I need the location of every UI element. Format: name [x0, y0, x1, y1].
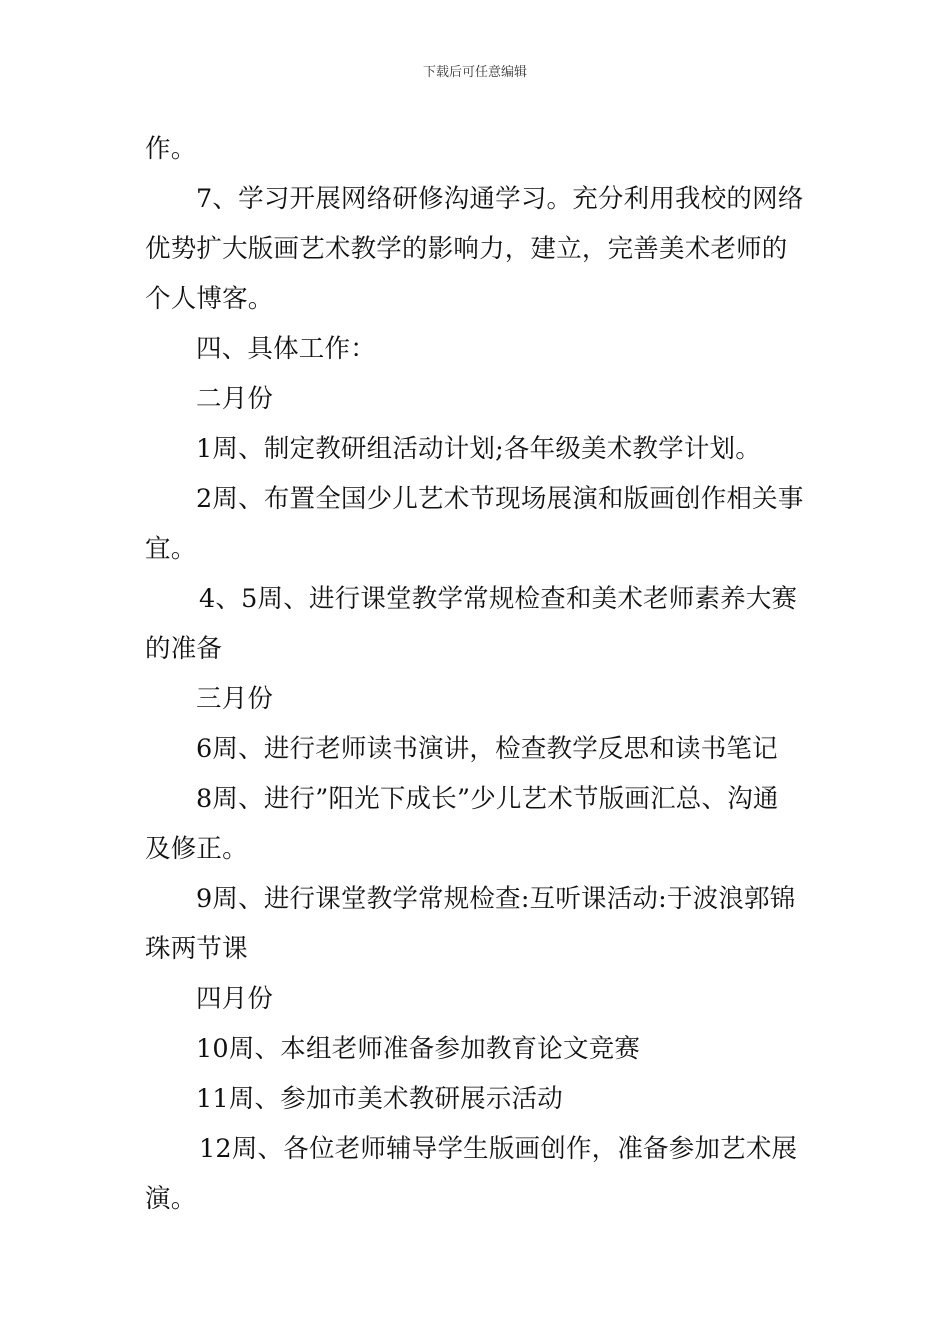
paragraph-line: 优势扩大版画艺术教学的影响力，建立，完善美术老师的	[145, 234, 788, 264]
schedule-item: 11周、参加市美术教研展示活动	[196, 1084, 563, 1114]
month-heading: 二月份	[196, 384, 274, 414]
schedule-item: 12周、各位老师辅导学生版画创作，准备参加艺术展	[199, 1134, 798, 1164]
paragraph-line: 7、学习开展网络研修沟通学习。充分利用我校的网络	[196, 184, 804, 214]
paragraph-line: 作。	[145, 134, 197, 164]
month-heading: 四月份	[196, 984, 274, 1014]
schedule-item: 10周、本组老师准备参加教育论文竞赛	[196, 1034, 641, 1064]
schedule-item-continuation: 演。	[145, 1184, 197, 1214]
schedule-item-continuation: 及修正。	[145, 834, 248, 864]
header-note: 下载后可任意编辑	[422, 65, 527, 80]
schedule-item: 6周、进行老师读书演讲，检查教学反思和读书笔记	[196, 734, 778, 764]
paragraph-line: 个人博客。	[145, 284, 274, 314]
section-heading: 四、具体工作：	[196, 334, 376, 364]
schedule-item-continuation: 的准备	[145, 634, 223, 664]
schedule-item: 4、5周、进行课堂教学常规检查和美术老师素养大赛	[199, 584, 798, 614]
schedule-item-continuation: 珠两节课	[145, 934, 248, 964]
schedule-item: 1周、制定教研组活动计划;各年级美术教学计划。	[196, 434, 761, 464]
schedule-item-continuation: 宜。	[145, 534, 197, 564]
document-body	[145, 124, 809, 1224]
schedule-item: 9周、进行课堂教学常规检查:互听课活动:于波浪郭锦	[196, 884, 796, 914]
month-heading: 三月份	[196, 684, 274, 714]
schedule-item: 8周、进行”阳光下成长”少儿艺术节版画汇总、沟通	[196, 784, 779, 814]
schedule-item: 2周、布置全国少儿艺术节现场展演和版画创作相关事	[196, 484, 804, 514]
